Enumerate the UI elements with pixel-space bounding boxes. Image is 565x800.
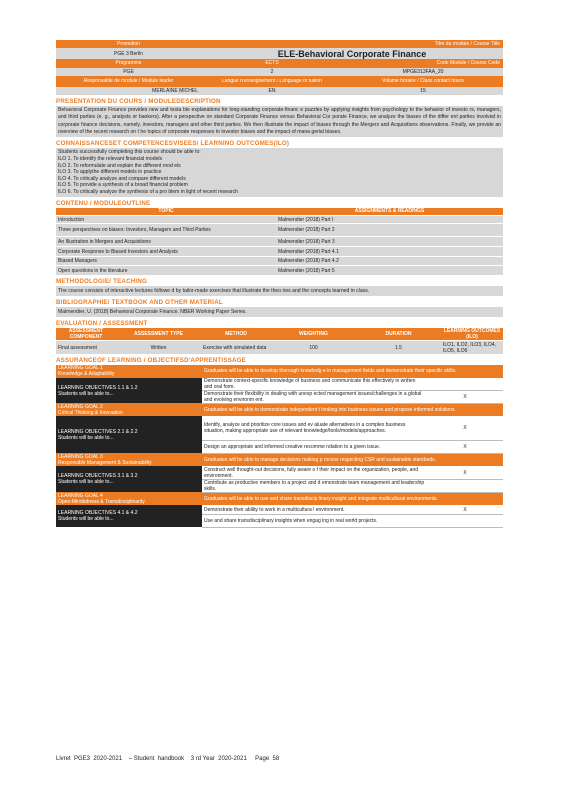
assessment-cell: Exercise with simulated data [203, 344, 267, 351]
assessment-cell: 100 [309, 344, 318, 351]
goal-cell [56, 403, 202, 416]
reading-cell: Malmendier (2018) Part 3 [278, 238, 335, 245]
objective-cell [56, 416, 202, 453]
volume-label: Volume horaire / Class contact hours [382, 78, 464, 85]
page-footer: Livret PGE3 2020-2021 – Student handbook 3 rd Year 2020-2021 Page 58 [56, 756, 280, 762]
goal-subtitle: Knowledge & Adaptability [58, 371, 115, 378]
objective-mark: X [427, 416, 503, 440]
ilo-item: ILO 3. To applythe different models in practice [58, 169, 162, 176]
assessment-cell: ILO1, ILO2, ILO3, ILO4, ILO5, ILO6 [443, 341, 497, 354]
objective-item: Demonstrate their flexibility in dealing with unexp ected management issues/challenges in a global and evolving environm ent. [202, 390, 427, 403]
goal-title: LEARNING GOAL 1 [58, 365, 103, 372]
ilo-item: ILO 1. To identify the relevant financial models [58, 155, 163, 162]
responsable-value: MERLAINE MICHEL [152, 88, 198, 95]
ilo-item: ILO 4. To critically analyze and compare different models [58, 175, 186, 182]
ects-label: ECTS [265, 60, 279, 67]
assessment-cell: Written [150, 344, 167, 351]
assessment-header: LEARNING OUTCOMES (ILO) [443, 328, 501, 341]
goal-description: Graduates will be able to use and share transdiscip linary insight and integrate multicultural environments. [202, 492, 503, 505]
ilo-item: ILO 2. To reformulate and explain the different mod els [58, 162, 181, 169]
goal-title: LEARNING GOAL 4 [58, 492, 103, 499]
presentation-text: Behavioral Corporate Finance provides new and testa ble explanations for long-standing corporate-financ e puzzles by applying insights from psychology to the behavior of investo rs, managers, and third parties (e. g., analysts or bankers). After a perspective on standard Corporate Finance versus Behavioral Cor porate Finance, we analyze the biases of the differ ent parties involved in corporate finance decisions, namely, investors, managers and other third parties. We then illustrate the impact of biases through the Mergers and Acquisitions observations. Finally, we provide an overview of the recent research on t he topics of corporate responses to investor biases and the impact of mana gerial biases. [56, 106, 503, 137]
topic-cell: Corporate Response to Biased Investors and Analysts [58, 248, 178, 255]
promotion-label: Promotion [117, 41, 140, 48]
ects-value: 2 [270, 68, 274, 75]
objective-mark [427, 479, 503, 492]
goal-cell [56, 453, 202, 466]
objective-subtitle: Students will be able to... [58, 479, 114, 486]
objective-item: Identify, analyze and prioritize core issues and ev aluate alternatives in a complex business situation, making appropriate use of relevant knowledge/tools/models/approaches. [202, 416, 427, 440]
goal-subtitle: Critical Thinking & Innovation [58, 409, 123, 416]
objective-subtitle: Students will be able to... [58, 516, 114, 523]
objective-subtitle: Students will be able to... [58, 434, 114, 441]
goal-description: Graduates will be able to manage decisions making p rocess respecting CSR and sustainable standards. [202, 453, 503, 466]
responsable-label: Responsable de module / Module leader [83, 78, 174, 85]
code-value: MPGE313FAA_20 [402, 68, 444, 75]
objective-item: Demonstrate context-specific knowledge of business and communicate this effectively in written and oral form. [202, 378, 427, 391]
programme-value: PGE [123, 68, 134, 75]
course-header [56, 40, 503, 95]
reading-cell: Malmendier (2018) Part 4.2 [278, 258, 339, 265]
topic-cell: Open questions in the literature [58, 267, 128, 274]
topic-cell: An Illustration in Mergers and Acquisitions [58, 238, 151, 245]
ilo-item: ILO 5. To provide a synthesis of a broad financial problem [58, 182, 188, 189]
contenu-heading: CONTENU / MODULEOUTLINE [56, 199, 151, 207]
langue-value: EN [268, 88, 276, 95]
title-label: Titre du module / Course Title [434, 41, 500, 48]
objective-mark [427, 378, 503, 391]
objective-item: Construct well thought-out decisions, fully aware o f their impact on the organization, people, and environment. [202, 466, 427, 479]
reading-cell: Malmendier (2018) Part 4.1 [278, 248, 339, 255]
ilo-heading: CONNAISSANCESET COMPETENCESVISEES/ LEARNING OUTCOMES(ILO) [56, 140, 290, 148]
assurance-heading: ASSURANCEOF LEARNING / OBJECTIFSD'APPRENTISSAGE [56, 356, 246, 364]
assessment-cell: 1.5 [395, 344, 402, 351]
goal-title: LEARNING GOAL 2 [58, 403, 103, 410]
goal-description: Graduates will be able to demonstrate independent t hinking into business issues and propose informed solutions. [202, 403, 503, 416]
goal-description: Graduates will be able to develop thorough knowledg e in management fields and demonstrate their specific skills. [202, 365, 503, 378]
reading-header: ASSIGNMENTS & READINGS [354, 208, 425, 215]
objective-cell [56, 378, 202, 404]
objective-mark: X [427, 505, 503, 514]
objective-title: LEARNING OBJECTIVES 3.1 & 3.2 [58, 473, 138, 480]
assessment-header: DURATION [385, 331, 412, 338]
objective-title: LEARNING OBJECTIVES 1.1 & 1.2 [58, 384, 138, 391]
goal-cell [56, 365, 202, 378]
methodologie-heading: METHODOLOGIE/ TEACHING [56, 277, 148, 285]
objective-mark [427, 514, 503, 527]
objective-mark: X [427, 466, 503, 479]
reading-cell: Malmendier (2018) Part 2 [278, 227, 335, 234]
reading-cell: Malmendier (2018) Part I [278, 216, 334, 223]
topic-cell: Three perspectives on biases: Investors, Managers and Third Parties [58, 227, 211, 234]
assessment-header: METHOD [225, 331, 247, 338]
ilo-intro: Students successfully completing this course should be able to: [58, 149, 201, 156]
outline-table [56, 208, 503, 275]
ilo-item: ILO 6. To critically analyze the synthesis of a pro blem in light of recent research [58, 188, 238, 195]
methodologie-text: The course consists of interactive lectures followe d by tailor-made exercises that illustrate the theo ries and the concepts learned in class. [56, 286, 503, 296]
ilo-box [56, 148, 503, 196]
code-label: Code Module / Course Code [436, 60, 500, 67]
topic-header: TOPIC [158, 208, 174, 215]
assessment-table [56, 328, 503, 354]
programme-label: Programme [115, 60, 142, 67]
course-title: ELE-Behavioral Corporate Finance [277, 48, 427, 59]
objective-cell [56, 505, 202, 527]
objective-item: Use and share transdisciplinary insights when engag ing in real world projects. [202, 514, 427, 527]
objective-mark: X [427, 390, 503, 403]
objective-item: Contribute as productive members to a project and d emonstrate team management and leadership skills. [202, 479, 427, 492]
goal-subtitle: Open-Mindedness & Transdisciplinarity [58, 498, 145, 505]
objective-title: LEARNING OBJECTIVES 2.1 & 2.2 [58, 428, 138, 435]
assurance-table [56, 365, 503, 528]
biblio-heading: BIBLIOGRAPHIE/ TEXTBOOK AND OTHER MATERIAL [56, 298, 223, 306]
objective-item: Demonstrate their ability to work in a multicultura l environment. [202, 505, 427, 514]
reading-cell: Malmendier (2018) Part 5 [278, 267, 335, 274]
assessment-cell: Final assessment [58, 344, 97, 351]
evaluation-heading: EVALUATION / ASSESSMENT [56, 319, 148, 327]
page [56, 40, 503, 528]
objective-item: Design an appropriate and informed creative recomme ndation to a given issue. [202, 440, 427, 453]
goal-subtitle: Responsible Management & Sustainability [58, 459, 152, 466]
promotion-value: PGE 3 Berlin [114, 50, 143, 57]
topic-cell: Introduction [58, 216, 85, 223]
assessment-header: ASSESSMENT COMPONENT [68, 328, 104, 341]
objective-subtitle: Students will be able to... [58, 390, 114, 397]
langue-label: Langue d'enseignement / Language of tuition [222, 78, 322, 84]
objective-cell [56, 466, 202, 492]
assessment-header: ASSESSMENT TYPE [134, 331, 183, 338]
topic-cell: Biased Managers [58, 258, 97, 265]
objective-mark: X [427, 440, 503, 453]
volume-value: 15 [420, 88, 426, 95]
assessment-header: WEIGHTING [299, 331, 328, 338]
objective-title: LEARNING OBJECTIVES 4.1 & 4.2 [58, 510, 138, 517]
presentation-heading: PRESENTATION DU COURS / MODULEDESCRIPTION [56, 98, 221, 106]
biblio-text: Malmendier, U. (2018) Behavioral Corporate Finance. NBER Working Paper Series. [56, 307, 503, 317]
goal-title: LEARNING GOAL 3 [58, 453, 103, 460]
goal-cell [56, 492, 202, 505]
